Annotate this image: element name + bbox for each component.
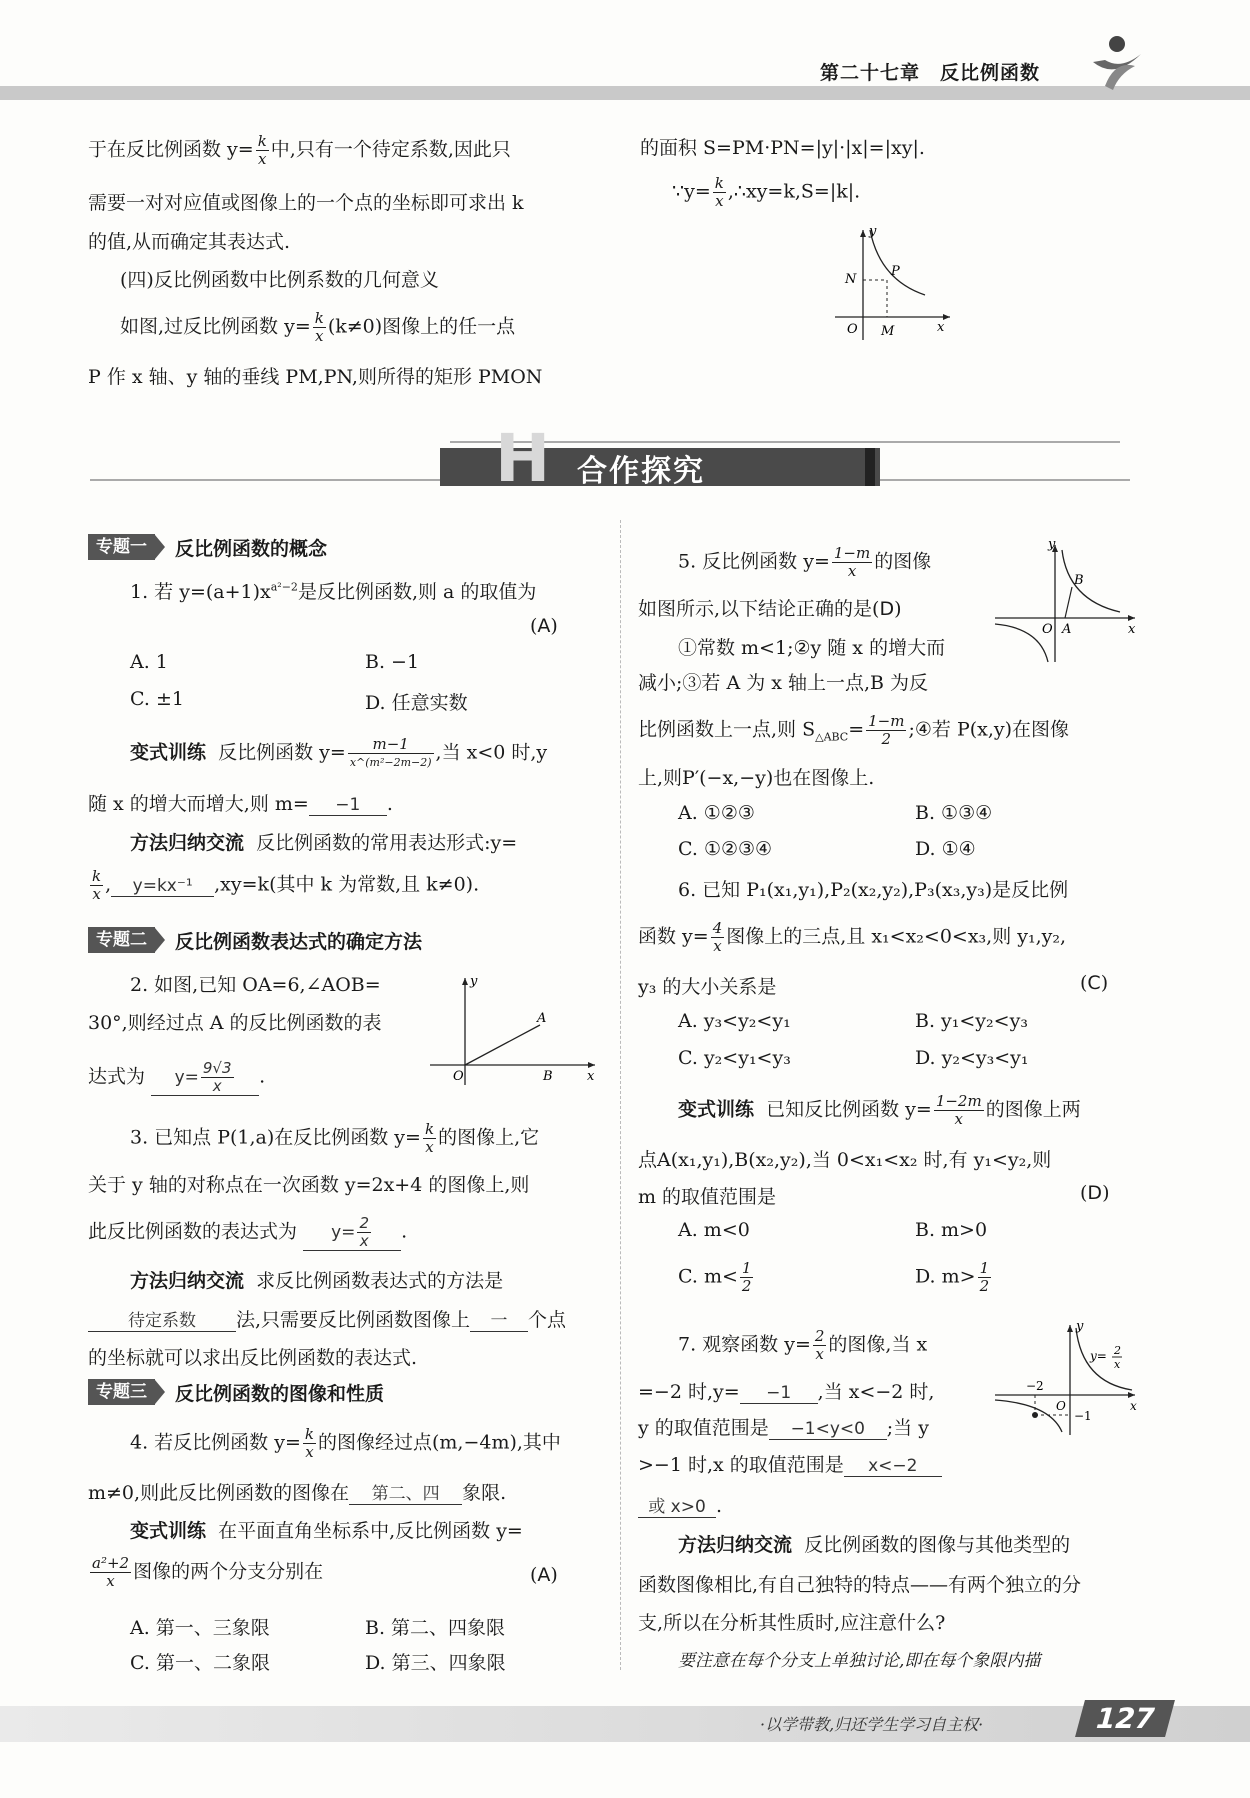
var6-answer: (D): [1080, 1182, 1110, 1204]
svg-text:x: x: [587, 1069, 595, 1084]
svg-text:y: y: [1048, 540, 1056, 552]
logo-icon: [1085, 30, 1145, 90]
q3-line-3: 此反比例函数的表达式为 y= $\frac{2}{x}$ .: [88, 1214, 408, 1250]
svg-text:y: y: [869, 225, 877, 239]
method3-line-3: 支,所以在分析其性质时,应注意什么?: [638, 1612, 946, 1634]
method1-line-2: $\frac{k}{x}$ , y=kx⁻¹ ,xy=k(其中 k 为常数,且 k≠0).: [92, 867, 480, 903]
q5-line-3: ①常数 m<1;②y 随 x 的增大而: [678, 637, 946, 659]
footer-bar: [0, 1706, 1250, 1742]
var3-line-1: 变式训练 在平面直角坐标系中,反比例函数 y=: [130, 1520, 523, 1542]
figure-q5: [990, 540, 1140, 665]
q6-option-b: B. y₁<y₂<y₃: [915, 1010, 1028, 1032]
q5-option-a: A. ①②③: [678, 802, 755, 824]
q3-line-1: 3. 已知点 P(1,a)在反比例函数 y= $\frac{k}{x}$ 的图像上,它: [130, 1120, 540, 1156]
q1-answer: (A): [530, 615, 558, 637]
q5-option-b: B. ①③④: [915, 802, 993, 824]
q6-option-c: C. y₂<y₁<y₃: [678, 1047, 791, 1069]
section-letter: H: [495, 420, 551, 497]
svg-text:x: x: [937, 320, 945, 335]
q5-option-c: C. ①②③④: [678, 838, 773, 860]
var3-option-d: D. 第三、四象限: [365, 1652, 506, 1674]
q6-line-2: 函数 y= $\frac{4}{x}$ 图像上的三点,且 x₁<x₂<0<x₃,则 y₁,y₂,: [638, 919, 1067, 955]
intro-line-3: 的值,从而确定其表达式.: [88, 231, 291, 253]
q6-line-3: y₃ 的大小关系是: [638, 976, 777, 998]
topic-3: 专题三 反比例函数的图像和性质: [88, 1379, 384, 1405]
intro-subheading: (四)反比例函数中比例系数的几何意义: [120, 269, 439, 291]
svg-text:x: x: [1128, 622, 1136, 637]
var6-line-2: 点A(x₁,y₁),B(x₂,y₂),当 0<x₁<x₂ 时,有 y₁<y₂,则: [638, 1149, 1052, 1171]
q4-line-1: 4. 若反比例函数 y= $\frac{k}{x}$ 的图像经过点(m,−4m),其中: [130, 1425, 561, 1461]
q5-line-2: 如图所示,以下结论正确的是(D): [638, 598, 902, 620]
svg-text:O: O: [1042, 622, 1053, 637]
method1-line-1: 方法归纳交流 反比例函数的常用表达形式:y=: [130, 832, 518, 854]
topic-2: 专题二 反比例函数表达式的确定方法: [88, 927, 422, 953]
method3-line-2: 函数图像相比,有自己独特的特点——有两个独立的分: [638, 1574, 1082, 1596]
intro-right-line-2: ∵y= $\frac{k}{x}$ ,∴xy=k,S=|k|.: [672, 174, 861, 210]
svg-text:2: 2: [1114, 1344, 1121, 1357]
intro-line-2: 需要一对对应值或图像上的一个点的坐标即可求出 k: [88, 192, 524, 214]
q5-line-6: 上,则P′(−x,−y)也在图像上.: [638, 767, 875, 789]
q5-line-5: 比例函数上一点,则 $S_{\triangle ABC}=$ $\frac{1-m}{2}$ ;④若 P(x,y)在图像: [638, 712, 1070, 748]
svg-text:−2: −2: [1026, 1379, 1044, 1393]
q7-line-5: 或 x>0 .: [638, 1492, 722, 1518]
intro-line-5: 如图,过反比例函数 y= $\frac{k}{x}$ (k≠0)图像上的任一点: [120, 309, 516, 345]
svg-text:y: y: [1076, 1320, 1084, 1334]
q2-line-3: 达式为 y= $\frac{9√3}{x}$ .: [88, 1059, 266, 1095]
method3-answer: 要注意在每个分支上单独讨论,即在每个象限内描: [678, 1651, 1041, 1671]
var3-answer: (A): [530, 1564, 558, 1586]
svg-text:O: O: [453, 1069, 464, 1084]
page-number: 127: [1075, 1700, 1175, 1737]
var6-line-1: 变式训练 已知反比例函数 y= $\frac{1-2m}{x}$ 的图像上两: [678, 1092, 1081, 1128]
svg-text:B: B: [543, 1069, 553, 1084]
q1-option-c: C. ±1: [130, 688, 184, 710]
svg-text:P: P: [891, 264, 900, 279]
q4-line-2: m≠0,则此反比例函数的图像在 第二、四 象限.: [88, 1478, 506, 1505]
svg-text:O: O: [1056, 1399, 1066, 1413]
q7-line-3: y 的取值范围是 −1<y<0 ;当 y: [638, 1417, 929, 1439]
column-divider: [620, 520, 621, 1670]
var6-option-d: D. m> $\frac{1}{2}$: [915, 1259, 990, 1295]
figure-q2: [425, 970, 600, 1090]
intro-right-line-1: 的面积 S=PM·PN=|y|·|x|=|xy|.: [640, 137, 925, 159]
q5-line-1: 5. 反比例函数 y= $\frac{1-m}{x}$ 的图像: [678, 544, 932, 580]
section-title: 合作探究: [577, 454, 705, 489]
var3-option-c: C. 第一、二象限: [130, 1652, 270, 1674]
method2-line-1: 方法归纳交流 求反比例函数表达式的方法是: [130, 1270, 504, 1292]
chapter-title: 第二十七章 反比例函数: [820, 62, 1041, 84]
q1-option-d: D. 任意实数: [365, 692, 468, 714]
var6-option-b: B. m>0: [915, 1219, 988, 1241]
svg-text:y: y: [470, 974, 478, 989]
svg-text:A: A: [1062, 622, 1072, 637]
q6-line-1: 6. 已知 P₁(x₁,y₁),P₂(x₂,y₂),P₃(x₃,y₃)是反比例: [678, 879, 1069, 901]
figure-q7: [990, 1320, 1140, 1440]
var1-line-2: 随 x 的增大而增大,则 m= −1 .: [88, 793, 393, 815]
method3-line-1: 方法归纳交流 反比例函数的图像与其他类型的: [678, 1534, 1071, 1556]
figure-rectangle-pmon: [825, 225, 955, 345]
svg-text:−1: −1: [1074, 1409, 1092, 1423]
var6-option-c: C. m< $\frac{1}{2}$: [678, 1259, 752, 1295]
q7-line-4: >−1 时,x 的取值范围是 x<−2: [638, 1450, 942, 1477]
var1-line-1: 变式训练 反比例函数 y= $\frac{m-1}{\text{x\textasciicircum{}(m²−2m−2)}}$ ,当 x<0 时,y: [130, 735, 548, 769]
q3-line-2: 关于 y 轴的对称点在一次函数 y=2x+4 的图像上,则: [88, 1174, 530, 1196]
method2-line-3: 的坐标就可以求出反比例函数的表达式.: [88, 1347, 418, 1369]
q5-line-4: 减小;③若 A 为 x 轴上一点,B 为反: [638, 672, 929, 694]
q1-option-b: B. −1: [365, 651, 420, 673]
q2-line-2: 30°,则经过点 A 的反比例函数的表: [88, 1012, 382, 1034]
q1-option-a: A. 1: [130, 651, 168, 673]
var6-option-a: A. m<0: [678, 1219, 750, 1241]
header-bar: [0, 86, 1250, 100]
q7-line-1: 7. 观察函数 y= $\frac{2}{x}$ 的图像,当 x: [678, 1327, 928, 1363]
svg-text:O: O: [847, 322, 858, 337]
svg-text:M: M: [881, 324, 895, 339]
q7-line-2: =−2 时,y= −1 ,当 x<−2 时,: [638, 1381, 935, 1403]
topic-1: 专题一 反比例函数的概念: [88, 534, 327, 560]
svg-text:x: x: [1114, 1358, 1121, 1371]
var6-line-3: m 的取值范围是: [638, 1186, 777, 1208]
svg-text:B: B: [1074, 573, 1084, 588]
q6-answer: (C): [1080, 972, 1109, 994]
footer-motto: ·以学带教,归还学生学习自主权·: [760, 1715, 984, 1734]
svg-text:N: N: [845, 272, 857, 287]
var3-line-2: $\frac{\text{a²+2}}{x}$ 图像的两个分支分别在: [92, 1554, 324, 1590]
q6-option-d: D. y₂<y₃<y₁: [915, 1047, 1029, 1069]
intro-line-1: 于在反比例函数 y= $\frac{k}{x}$ 中,只有一个待定系数,因此只: [88, 132, 511, 168]
var3-option-a: A. 第一、三象限: [130, 1617, 270, 1639]
var3-option-b: B. 第二、四象限: [365, 1617, 506, 1639]
svg-text:A: A: [537, 1011, 547, 1026]
q1-stem: 1. 若 $y=(a+1)x^{a^2-2}$是反比例函数,则 a 的取值为: [130, 580, 537, 603]
intro-line-6: P 作 x 轴、y 轴的垂线 PM,PN,则所得的矩形 PMON: [88, 366, 543, 388]
q6-option-a: A. y₃<y₂<y₁: [678, 1010, 791, 1032]
svg-text:y=: y=: [1090, 1349, 1107, 1363]
q2-line-1: 2. 如图,已知 OA=6,∠AOB=: [130, 974, 381, 996]
method2-line-2: 待定系数 法,只需要反比例函数图像上 一 个点: [88, 1305, 566, 1332]
q5-option-d: D. ①④: [915, 838, 976, 860]
svg-text:x: x: [1130, 1399, 1137, 1413]
